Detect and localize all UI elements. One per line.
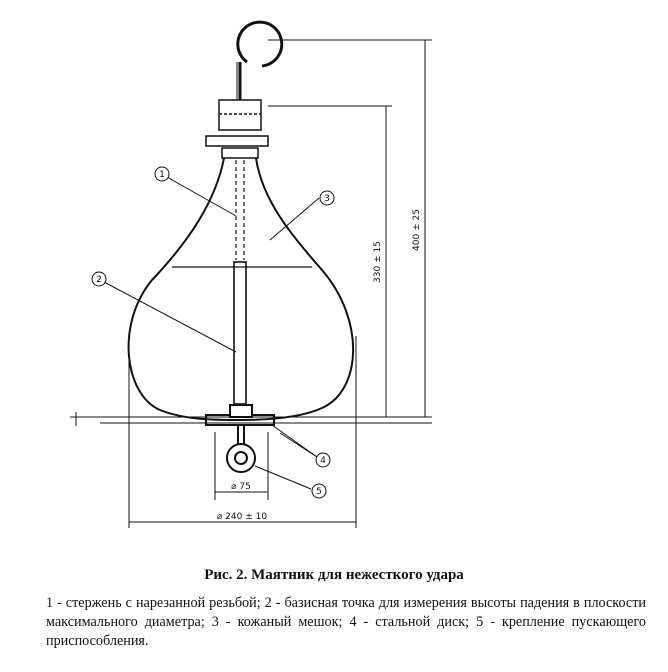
eye-bolt [227,426,255,472]
dim-400: 400 ± 25 [412,209,422,251]
callout-1 [155,167,169,181]
dim-330: 330 ± 15 [373,241,383,283]
svg-text:1: 1 [159,170,165,180]
callout-leaders [104,177,319,489]
svg-text:2: 2 [96,275,102,285]
hook [237,22,282,100]
threaded-rod [234,160,246,404]
figure-legend: 1 - стержень с нарезанной резьбой; 2 - базисная точка для измерения высоты падения в плоскости максимального диаметра; 3 - кожаный мешок; 4 - стальной диск; 5 - крепление пускающего приспособления. [46,595,646,649]
steel-disc [100,405,432,425]
svg-text:3: 3 [324,194,330,204]
callout-4 [316,453,330,467]
leather-bag [129,158,354,420]
dim-240: ⌀ 240 ± 10 [216,512,268,522]
callout-5 [312,484,326,498]
callout-2 [92,272,106,286]
figure-caption: Рис. 2. Маятник для нежесткого удара [204,567,464,583]
svg-text:4: 4 [320,456,326,466]
callout-3 [320,191,334,205]
dim-75: ⌀ 75 [231,482,251,492]
svg-text:5: 5 [316,487,322,497]
dimension-lines [70,40,432,528]
sleeve [206,100,268,158]
